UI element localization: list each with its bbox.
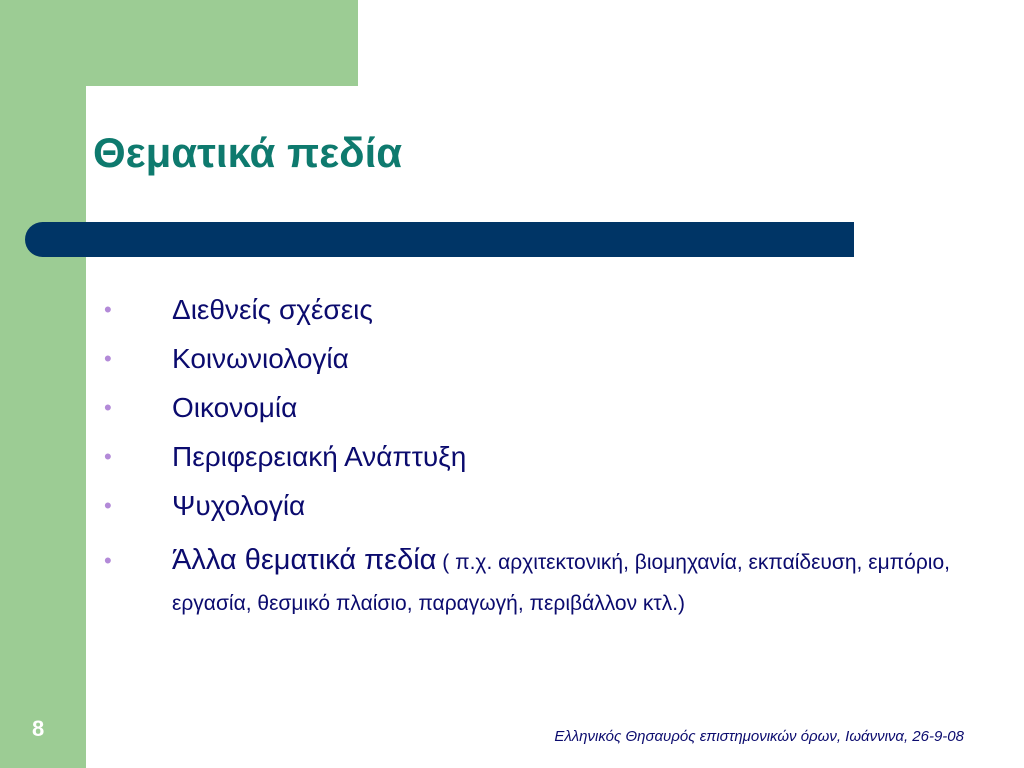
bullet-icon: • <box>104 493 112 518</box>
bullet-detail-text: ( π.χ. αρχιτεκτονική, βιομηχανία, εκπαίδευση, εμπόριο, εργασία, θεσμικό πλαίσιο, παραγωγή, περιβάλλον κτλ.) <box>172 551 950 615</box>
bullet-icon: • <box>104 548 112 573</box>
footer-text: Ελληνικός Θησαυρός επιστημονικών όρων, Ιωάννινα, 26-9-08 <box>554 728 964 745</box>
bullet-text-other-fields <box>172 541 962 623</box>
bullet-icon: • <box>104 297 112 322</box>
bullet-icon: • <box>104 444 112 469</box>
bullet-text: Κοινωνιολογία <box>172 343 349 374</box>
bullet-icon: • <box>104 395 112 420</box>
bullet-text: Διεθνείς σχέσεις <box>172 294 373 325</box>
title-underline-bar <box>25 222 854 257</box>
bullet-text: Περιφερειακή Ανάπτυξη <box>172 441 467 472</box>
green-left-band <box>0 0 86 768</box>
page-number: 8 <box>32 716 45 741</box>
green-top-band <box>0 0 358 86</box>
bullet-main-text: Άλλα θεματικά πεδία <box>172 544 437 576</box>
bullet-text: Ψυχολογία <box>172 490 306 521</box>
slide-title: Θεματικά πεδία <box>93 129 403 176</box>
bullet-text: Οικονομία <box>172 392 298 423</box>
bullet-icon: • <box>104 346 112 371</box>
